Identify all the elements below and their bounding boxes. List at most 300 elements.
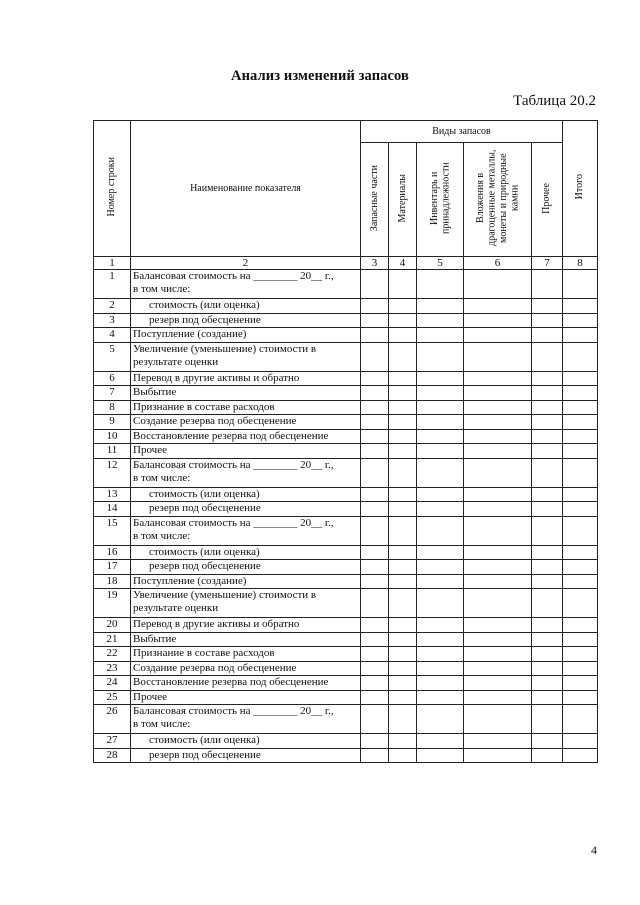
column-number: 7 <box>532 257 563 270</box>
row-number: 5 <box>94 342 131 371</box>
value-cell[interactable] <box>389 444 417 459</box>
value-cell[interactable] <box>464 690 532 705</box>
value-cell[interactable] <box>532 632 563 647</box>
table-row <box>94 589 598 618</box>
value-cell[interactable] <box>563 444 598 459</box>
value-cell[interactable] <box>532 342 563 371</box>
value-cell[interactable] <box>563 342 598 371</box>
value-cell[interactable] <box>532 444 563 459</box>
value-cell[interactable] <box>532 313 563 328</box>
indicator-name <box>131 647 361 662</box>
indicator-name <box>131 676 361 691</box>
table-row <box>94 705 598 734</box>
value-cell[interactable] <box>417 400 464 415</box>
value-cell[interactable] <box>361 690 389 705</box>
value-cell[interactable] <box>563 270 598 299</box>
value-cell[interactable] <box>389 386 417 401</box>
indicator-line: Увеличение (уменьшение) стоимости в <box>133 589 317 601</box>
indicator-name <box>131 429 361 444</box>
value-cell[interactable] <box>389 342 417 371</box>
indicator-name <box>131 458 361 487</box>
value-cell[interactable] <box>361 342 389 371</box>
value-cell[interactable] <box>464 342 532 371</box>
value-cell[interactable] <box>417 328 464 343</box>
value-cell[interactable] <box>417 487 464 502</box>
table-row <box>94 299 598 314</box>
row-number: 11 <box>94 444 131 459</box>
value-cell[interactable] <box>464 647 532 662</box>
value-cell[interactable] <box>532 371 563 386</box>
value-cell[interactable] <box>532 270 563 299</box>
value-cell[interactable] <box>389 676 417 691</box>
indicator-line: Балансовая стоимость на ________ 20__ г., <box>133 270 334 282</box>
table-row <box>94 676 598 691</box>
value-cell[interactable] <box>417 705 464 734</box>
header-total: Итого <box>563 121 598 257</box>
column-number: 1 <box>94 257 131 270</box>
value-cell[interactable] <box>563 690 598 705</box>
value-cell[interactable] <box>361 444 389 459</box>
indicator-name <box>131 270 361 299</box>
value-cell[interactable] <box>389 458 417 487</box>
value-cell[interactable] <box>417 458 464 487</box>
value-cell[interactable] <box>532 560 563 575</box>
indicator-line: резерв под обесценение <box>149 313 261 326</box>
value-cell[interactable] <box>417 676 464 691</box>
value-cell[interactable] <box>389 734 417 749</box>
value-cell[interactable] <box>361 502 389 517</box>
value-cell[interactable] <box>464 748 532 763</box>
row-number: 18 <box>94 574 131 589</box>
row-number: 26 <box>94 705 131 734</box>
value-cell[interactable] <box>361 545 389 560</box>
table-row <box>94 270 598 299</box>
indicator-line: резерв под обесценение <box>149 748 261 761</box>
value-cell[interactable] <box>464 734 532 749</box>
row-number: 15 <box>94 516 131 545</box>
value-cell[interactable] <box>563 313 598 328</box>
indicator-name <box>131 574 361 589</box>
table-number: Таблица 20.2 <box>513 93 596 109</box>
value-cell[interactable] <box>417 415 464 430</box>
row-number: 1 <box>94 270 131 299</box>
value-cell[interactable] <box>389 589 417 618</box>
value-cell[interactable] <box>389 748 417 763</box>
value-cell[interactable] <box>532 400 563 415</box>
row-number: 19 <box>94 589 131 618</box>
value-cell[interactable] <box>361 647 389 662</box>
indicator-name <box>131 560 361 575</box>
table-row <box>94 545 598 560</box>
value-cell[interactable] <box>417 371 464 386</box>
value-cell[interactable] <box>417 545 464 560</box>
value-cell[interactable] <box>389 371 417 386</box>
table-row <box>94 400 598 415</box>
value-cell[interactable] <box>389 328 417 343</box>
row-number: 10 <box>94 429 131 444</box>
value-cell[interactable] <box>417 502 464 517</box>
row-number: 25 <box>94 690 131 705</box>
indicator-line: стоимость (или оценка) <box>149 734 260 746</box>
value-cell[interactable] <box>389 632 417 647</box>
column-number: 6 <box>464 257 532 270</box>
value-cell[interactable] <box>563 429 598 444</box>
indicator-line: Создание резерва под обесценение <box>133 661 297 674</box>
column-number: 4 <box>389 257 417 270</box>
value-cell[interactable] <box>532 618 563 633</box>
value-cell[interactable] <box>417 342 464 371</box>
indicator-name <box>131 415 361 430</box>
value-cell[interactable] <box>417 618 464 633</box>
value-cell[interactable] <box>417 574 464 589</box>
value-cell[interactable] <box>361 371 389 386</box>
value-cell[interactable] <box>563 386 598 401</box>
indicator-line: Признание в составе расходов <box>133 400 275 413</box>
indicator-name <box>131 632 361 647</box>
value-cell[interactable] <box>417 444 464 459</box>
value-cell[interactable] <box>417 270 464 299</box>
column-numbers-row <box>94 257 598 270</box>
value-cell[interactable] <box>563 400 598 415</box>
value-cell[interactable] <box>532 487 563 502</box>
indicator-name <box>131 299 361 314</box>
indicator-name <box>131 618 361 633</box>
row-number: 27 <box>94 734 131 749</box>
indicator-line: Признание в составе расходов <box>133 647 275 659</box>
table-row <box>94 574 598 589</box>
value-cell[interactable] <box>361 632 389 647</box>
header-row-number: Номер строки <box>94 121 131 257</box>
value-cell[interactable] <box>361 270 389 299</box>
table-row <box>94 734 598 749</box>
value-cell[interactable] <box>563 371 598 386</box>
table-row <box>94 313 598 328</box>
value-cell[interactable] <box>464 328 532 343</box>
page-number: 4 <box>591 843 597 857</box>
value-cell[interactable] <box>464 545 532 560</box>
value-cell[interactable] <box>563 632 598 647</box>
header-inventory-supplies: Инвентарь и принадлежности <box>417 143 464 257</box>
indicator-name <box>131 516 361 545</box>
indicator-line: в том числе: <box>133 718 191 731</box>
value-cell[interactable] <box>389 618 417 633</box>
value-cell[interactable] <box>532 545 563 560</box>
value-cell[interactable] <box>361 299 389 314</box>
row-number: 9 <box>94 415 131 430</box>
value-cell[interactable] <box>532 458 563 487</box>
value-cell[interactable] <box>361 734 389 749</box>
table-row <box>94 487 598 502</box>
indicator-line: Выбытие <box>133 632 177 645</box>
value-cell[interactable] <box>532 661 563 676</box>
value-cell[interactable] <box>417 560 464 575</box>
value-cell[interactable] <box>532 574 563 589</box>
column-number: 8 <box>563 257 598 270</box>
value-cell[interactable] <box>563 502 598 517</box>
value-cell[interactable] <box>563 647 598 662</box>
row-number: 14 <box>94 502 131 517</box>
value-cell[interactable] <box>532 676 563 691</box>
value-cell[interactable] <box>389 516 417 545</box>
value-cell[interactable] <box>464 618 532 633</box>
value-cell[interactable] <box>389 574 417 589</box>
value-cell[interactable] <box>389 429 417 444</box>
value-cell[interactable] <box>532 748 563 763</box>
indicator-line: резерв под обесценение <box>149 502 261 514</box>
value-cell[interactable] <box>361 618 389 633</box>
indicator-line: результате оценки <box>133 355 219 368</box>
value-cell[interactable] <box>417 690 464 705</box>
value-cell[interactable] <box>532 429 563 444</box>
value-cell[interactable] <box>563 705 598 734</box>
value-cell[interactable] <box>563 458 598 487</box>
value-cell[interactable] <box>417 734 464 749</box>
column-number: 3 <box>361 257 389 270</box>
column-number: 5 <box>417 257 464 270</box>
value-cell[interactable] <box>417 632 464 647</box>
indicator-name <box>131 589 361 618</box>
row-number: 16 <box>94 545 131 560</box>
table-row <box>94 342 598 371</box>
indicator-name <box>131 734 361 749</box>
indicator-line: стоимость (или оценка) <box>149 487 260 500</box>
value-cell[interactable] <box>464 270 532 299</box>
value-cell[interactable] <box>563 734 598 749</box>
value-cell[interactable] <box>532 415 563 430</box>
indicator-name <box>131 386 361 401</box>
value-cell[interactable] <box>563 545 598 560</box>
value-cell[interactable] <box>417 299 464 314</box>
page-title: Анализ изменений запасов <box>231 68 409 84</box>
value-cell[interactable] <box>532 386 563 401</box>
value-cell[interactable] <box>389 270 417 299</box>
header-precious-metals: Вложения в драгоценные металлы, монеты и природные камни <box>464 143 532 257</box>
value-cell[interactable] <box>389 705 417 734</box>
indicator-line: Прочее <box>133 690 167 703</box>
value-cell[interactable] <box>417 386 464 401</box>
indicator-name <box>131 690 361 705</box>
value-cell[interactable] <box>417 661 464 676</box>
value-cell[interactable] <box>389 400 417 415</box>
value-cell[interactable] <box>361 516 389 545</box>
table-body <box>94 270 598 763</box>
value-cell[interactable] <box>361 705 389 734</box>
row-number: 4 <box>94 328 131 343</box>
row-number: 24 <box>94 676 131 691</box>
value-cell[interactable] <box>563 299 598 314</box>
row-number: 23 <box>94 661 131 676</box>
value-cell[interactable] <box>417 429 464 444</box>
table-row <box>94 748 598 763</box>
value-cell[interactable] <box>361 589 389 618</box>
table-row <box>94 328 598 343</box>
value-cell[interactable] <box>361 487 389 502</box>
value-cell[interactable] <box>464 400 532 415</box>
table-row <box>94 386 598 401</box>
value-cell[interactable] <box>417 589 464 618</box>
indicator-line: Перевод в другие активы и обратно <box>133 371 300 384</box>
value-cell[interactable] <box>563 676 598 691</box>
indicator-line: Поступление (создание) <box>133 574 247 587</box>
row-number: 21 <box>94 632 131 647</box>
row-number: 20 <box>94 618 131 633</box>
value-cell[interactable] <box>389 661 417 676</box>
value-cell[interactable] <box>563 574 598 589</box>
indicator-name <box>131 502 361 517</box>
header-materials: Материалы <box>389 143 417 257</box>
indicator-name <box>131 748 361 763</box>
value-cell[interactable] <box>532 690 563 705</box>
row-number: 2 <box>94 299 131 314</box>
table-row <box>94 560 598 575</box>
indicator-name <box>131 705 361 734</box>
value-cell[interactable] <box>563 415 598 430</box>
indicator-name <box>131 661 361 676</box>
value-cell[interactable] <box>464 371 532 386</box>
row-number: 28 <box>94 748 131 763</box>
indicator-line: Восстановление резерва под обесценение <box>133 429 329 442</box>
value-cell[interactable] <box>563 560 598 575</box>
value-cell[interactable] <box>532 328 563 343</box>
value-cell[interactable] <box>464 661 532 676</box>
value-cell[interactable] <box>361 328 389 343</box>
value-cell[interactable] <box>563 328 598 343</box>
column-number: 2 <box>131 257 361 270</box>
table-row <box>94 647 598 662</box>
row-number: 12 <box>94 458 131 487</box>
indicator-line: резерв под обесценение <box>149 560 261 572</box>
row-number: 13 <box>94 487 131 502</box>
header-spare-parts: Запасные части <box>361 143 389 257</box>
indicator-line: Балансовая стоимость на ________ 20__ г., <box>133 516 334 529</box>
table-row <box>94 502 598 517</box>
indicator-name <box>131 313 361 328</box>
value-cell[interactable] <box>361 676 389 691</box>
value-cell[interactable] <box>389 502 417 517</box>
value-cell[interactable] <box>389 545 417 560</box>
value-cell[interactable] <box>464 560 532 575</box>
indicator-line: в том числе: <box>133 283 191 296</box>
value-cell[interactable] <box>563 516 598 545</box>
value-cell[interactable] <box>464 589 532 618</box>
table-row <box>94 429 598 444</box>
value-cell[interactable] <box>464 313 532 328</box>
value-cell[interactable] <box>563 487 598 502</box>
value-cell[interactable] <box>389 313 417 328</box>
table-row <box>94 371 598 386</box>
indicator-name <box>131 545 361 560</box>
value-cell[interactable] <box>464 632 532 647</box>
value-cell[interactable] <box>417 748 464 763</box>
value-cell[interactable] <box>361 415 389 430</box>
table-row <box>94 632 598 647</box>
row-number: 22 <box>94 647 131 662</box>
indicator-line: Создание резерва под обесценение <box>133 415 297 427</box>
indicator-line: стоимость (или оценка) <box>149 545 260 558</box>
indicator-line: стоимость (или оценка) <box>149 299 260 311</box>
header-indicator: Наименование показателя <box>131 121 361 257</box>
value-cell[interactable] <box>361 560 389 575</box>
value-cell[interactable] <box>389 690 417 705</box>
value-cell[interactable] <box>361 400 389 415</box>
indicator-line: Увеличение (уменьшение) стоимости в <box>133 342 317 355</box>
value-cell[interactable] <box>361 429 389 444</box>
indicator-line: Прочее <box>133 444 167 456</box>
header-inventory-kinds: Виды запасов <box>361 121 563 143</box>
value-cell[interactable] <box>417 516 464 545</box>
value-cell[interactable] <box>532 647 563 662</box>
value-cell[interactable] <box>464 676 532 691</box>
row-number: 8 <box>94 400 131 415</box>
value-cell[interactable] <box>389 560 417 575</box>
value-cell[interactable] <box>389 647 417 662</box>
value-cell[interactable] <box>389 487 417 502</box>
value-cell[interactable] <box>417 313 464 328</box>
value-cell[interactable] <box>563 748 598 763</box>
value-cell[interactable] <box>361 458 389 487</box>
value-cell[interactable] <box>389 299 417 314</box>
indicator-line: в том числе: <box>133 471 191 484</box>
table-row <box>94 618 598 633</box>
indicator-line: Поступление (создание) <box>133 328 247 340</box>
value-cell[interactable] <box>532 705 563 734</box>
value-cell[interactable] <box>464 516 532 545</box>
value-cell[interactable] <box>464 487 532 502</box>
value-cell[interactable] <box>464 574 532 589</box>
value-cell[interactable] <box>532 734 563 749</box>
value-cell[interactable] <box>464 429 532 444</box>
value-cell[interactable] <box>361 313 389 328</box>
value-cell[interactable] <box>464 458 532 487</box>
value-cell[interactable] <box>563 618 598 633</box>
table-row <box>94 458 598 487</box>
header-other: Прочее <box>532 143 563 257</box>
indicator-line: Восстановление резерва под обесценение <box>133 676 329 688</box>
value-cell[interactable] <box>464 444 532 459</box>
value-cell[interactable] <box>532 502 563 517</box>
value-cell[interactable] <box>532 589 563 618</box>
table-row <box>94 444 598 459</box>
value-cell[interactable] <box>464 386 532 401</box>
value-cell[interactable] <box>464 299 532 314</box>
indicator-line: Балансовая стоимость на ________ 20__ г., <box>133 705 334 717</box>
indicator-name <box>131 371 361 386</box>
value-cell[interactable] <box>361 574 389 589</box>
row-number: 6 <box>94 371 131 386</box>
value-cell[interactable] <box>464 705 532 734</box>
indicator-line: Балансовая стоимость на ________ 20__ г., <box>133 458 334 471</box>
value-cell[interactable] <box>532 299 563 314</box>
value-cell[interactable] <box>532 516 563 545</box>
inventory-changes-table <box>93 120 598 763</box>
value-cell[interactable] <box>361 661 389 676</box>
row-number: 7 <box>94 386 131 401</box>
value-cell[interactable] <box>464 415 532 430</box>
indicator-name <box>131 444 361 459</box>
indicator-line: Перевод в другие активы и обратно <box>133 618 300 630</box>
value-cell[interactable] <box>563 589 598 618</box>
value-cell[interactable] <box>563 661 598 676</box>
indicator-line: Выбытие <box>133 386 177 398</box>
indicator-line: в том числе: <box>133 529 191 542</box>
value-cell[interactable] <box>361 386 389 401</box>
value-cell[interactable] <box>464 502 532 517</box>
value-cell[interactable] <box>417 647 464 662</box>
indicator-name <box>131 328 361 343</box>
value-cell[interactable] <box>361 748 389 763</box>
value-cell[interactable] <box>389 415 417 430</box>
indicator-name <box>131 400 361 415</box>
